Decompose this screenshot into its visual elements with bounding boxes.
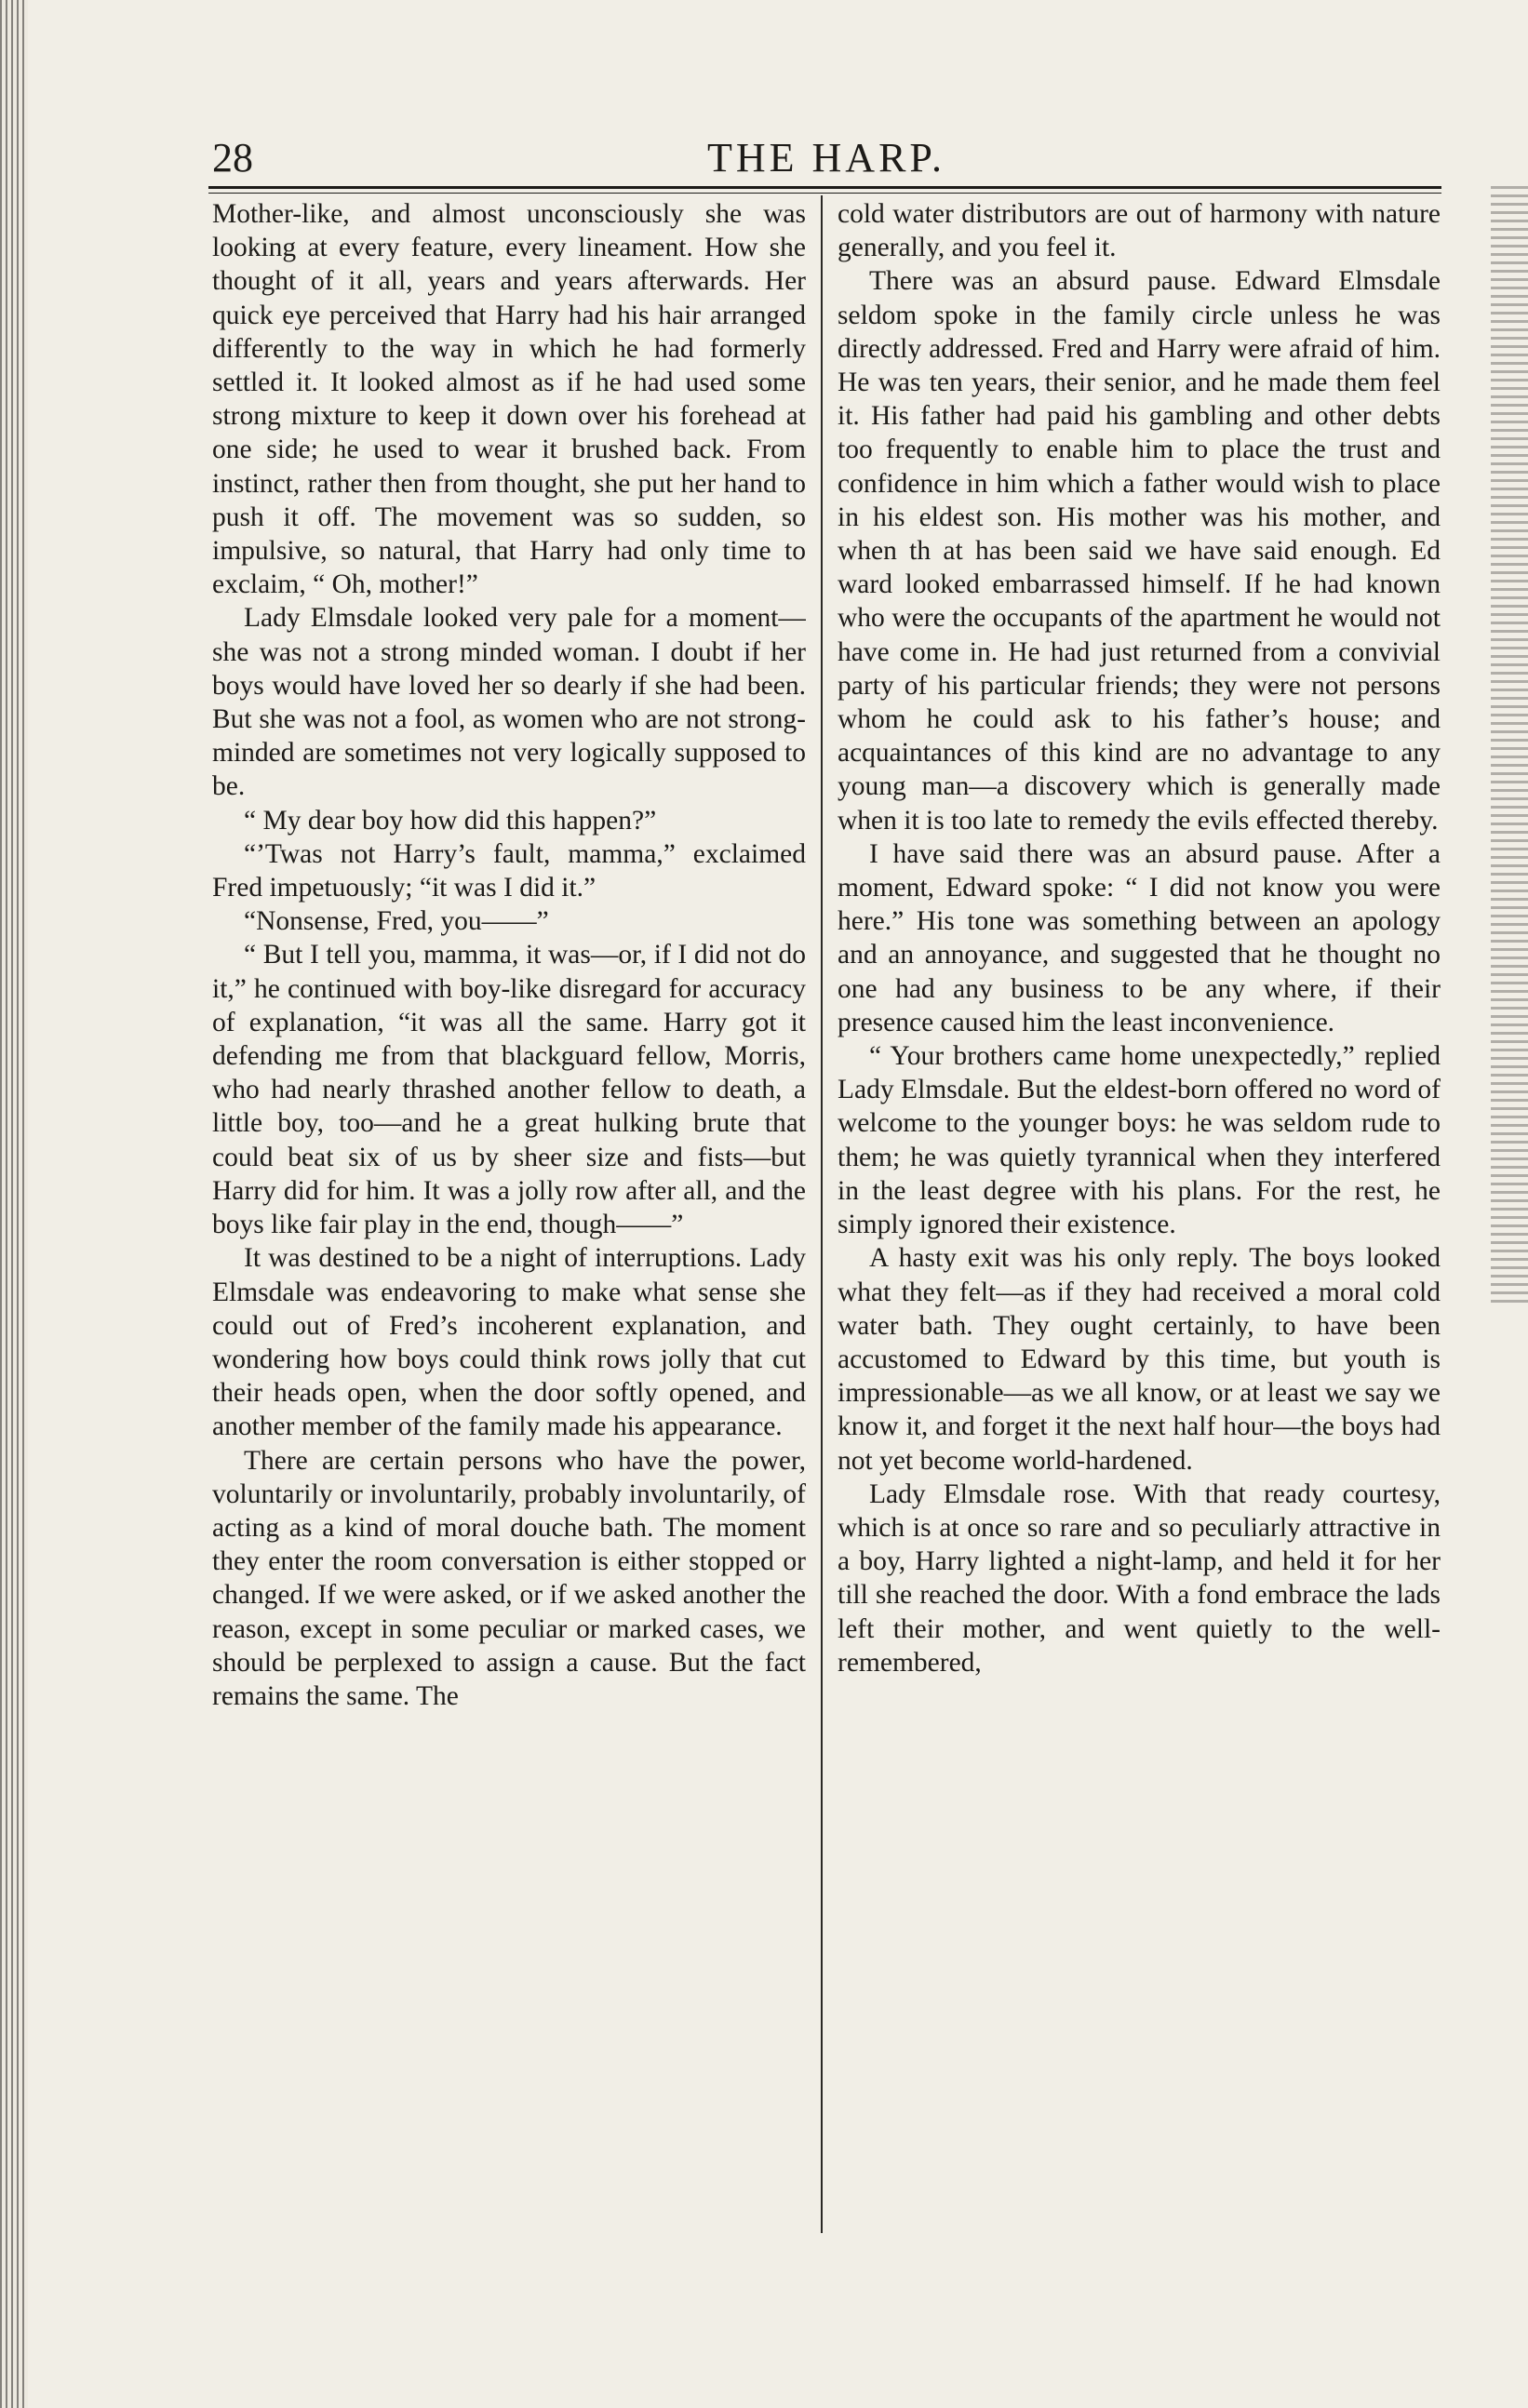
right-column bbox=[838, 197, 1441, 2216]
page-header bbox=[212, 130, 1441, 186]
paragraph: It was destined to be a night of interruptions. Lady Elmsdale was endeavoring to make what sense she could out of Fred’s incoherent explanation, and wondering how boys could think rows jolly that cut their heads open, when the door softly opened, and another member of the family made his appearance. bbox=[212, 1243, 806, 1442]
left-column bbox=[212, 197, 806, 2216]
paragraph: “ Your brothers came home unexpectedly,” replied Lady Elmsdale. But the eldest-born offered no word of welcome to the younger boys: he was seldom rude to them; he was quietly tyrannical when they interfered in the least degree with his plans. For the rest, he simply ignored their existence. bbox=[838, 1041, 1441, 1240]
paragraph: “ My dear boy how did this happen?” bbox=[244, 805, 657, 836]
paragraph: Lady Elmsdale rose. With that ready courtesy, which is at once so rare and so peculiarly attractive in a boy, Harry lighted a night-lamp, and held it for her till she reached the door. With a fond embrace the lads left their mother, and went quietly to the well-remembered, bbox=[838, 1478, 1441, 1678]
page-edge-shadow-left bbox=[0, 0, 28, 2408]
paragraph: A hasty exit was his only reply. The boys looked what they felt—as if they had received a moral cold water bath. They ought certainly, to have been accustomed to Edward by this time, but youth is impressionable—as we all know, or at least we say we know it, and forget it the next half hour—the boys had not yet become world-hardened. bbox=[838, 1243, 1441, 1476]
column-divider bbox=[821, 195, 823, 2233]
paragraph: There was an absurd pause. Edward Elmsdale seldom spoke in the family circle unless he was directly addressed. Fred and Harry were afraid of him. He was ten years, their senior, and he made them feel it. His father had paid his gambling and other debts too frequently to enable him to place the trust and confidence in him which a father would wish to place in his eldest son. His mother was his mother, and when th at has been said we have said enough. Ed ward looked embarrassed himself. If he had known who were the occupants of the apartment he would not have come in. He had just returned from a convivial party of his particular friends; they were not persons whom he could ask to his father’s house; and acquaintances of this kind are no advantage to any young man—a discovery which is generally made when it is too late to remedy the evils effected thereby. bbox=[838, 266, 1441, 836]
header-rule bbox=[208, 186, 1441, 194]
page-number: 28 bbox=[212, 135, 253, 181]
paragraph: “’Twas not Harry’s fault, mamma,” exclaimed Fred impetuously; “it was I did it.” bbox=[212, 838, 806, 903]
paragraph: cold water distributors are out of harmony with nature generally, and you feel it. bbox=[838, 199, 1441, 263]
paragraph: I have said there was an absurd pause. After a moment, Edward spoke: “ I did not know you were here.” His tone was something between an apology and an annoyance, and suggested that he thought no one had any business to be any where, if their presence caused him the least inconvenience. bbox=[838, 838, 1441, 1037]
running-title: THE HARP. bbox=[706, 135, 946, 181]
paragraph: Lady Elmsdale looked very pale for a moment—she was not a strong minded woman. I doubt if her boys would have loved her so dearly if she had been. But she was not a fool, as women who are not strong-minded are sometimes not very logically supposed to be. bbox=[212, 603, 806, 802]
paragraph: “Nonsense, Fred, you——” bbox=[244, 906, 549, 937]
paragraph: Mother-like, and almost unconsciously she was looking at every feature, every lineament. How she thought of it all, years and years afterwards. Her quick eye perceived that Harry had his hair arranged differently to the way in which he had formerly settled it. It looked almost as if he had used some strong mixture to keep it down over his forehead at one side; he used to wear it brushed back. From instinct, rather then from thought, she put her hand to push it off. The movement was so sudden, so impulsive, so natural, that Harry had only time to exclaim, “ Oh, mother!” bbox=[212, 199, 806, 600]
paragraph: There are certain persons who have the power, voluntarily or involuntarily, probably involuntarily, of acting as a kind of moral douche bath. The moment they enter the room conversation is either stopped or changed. If we were asked, or if we asked another the reason, except in some peculiar or marked cases, we should be perplexed to assign a cause. But the fact remains the same. The bbox=[212, 1445, 806, 1711]
paragraph: “ But I tell you, mamma, it was—or, if I did not do it,” he continued with boy-like disregard for accuracy of explanation, “it was all the same. Harry got it defending me from that blackguard fellow, Morris, who had nearly thrashed another fellow to death, a little boy, too—and he a great hulking brute that could beat six of us by sheer size and fists—but Harry did for him. It was a jolly row after all, and the boys like fair play in the end, though——” bbox=[212, 940, 806, 1240]
page-edge-shadow-right bbox=[1491, 186, 1528, 1303]
